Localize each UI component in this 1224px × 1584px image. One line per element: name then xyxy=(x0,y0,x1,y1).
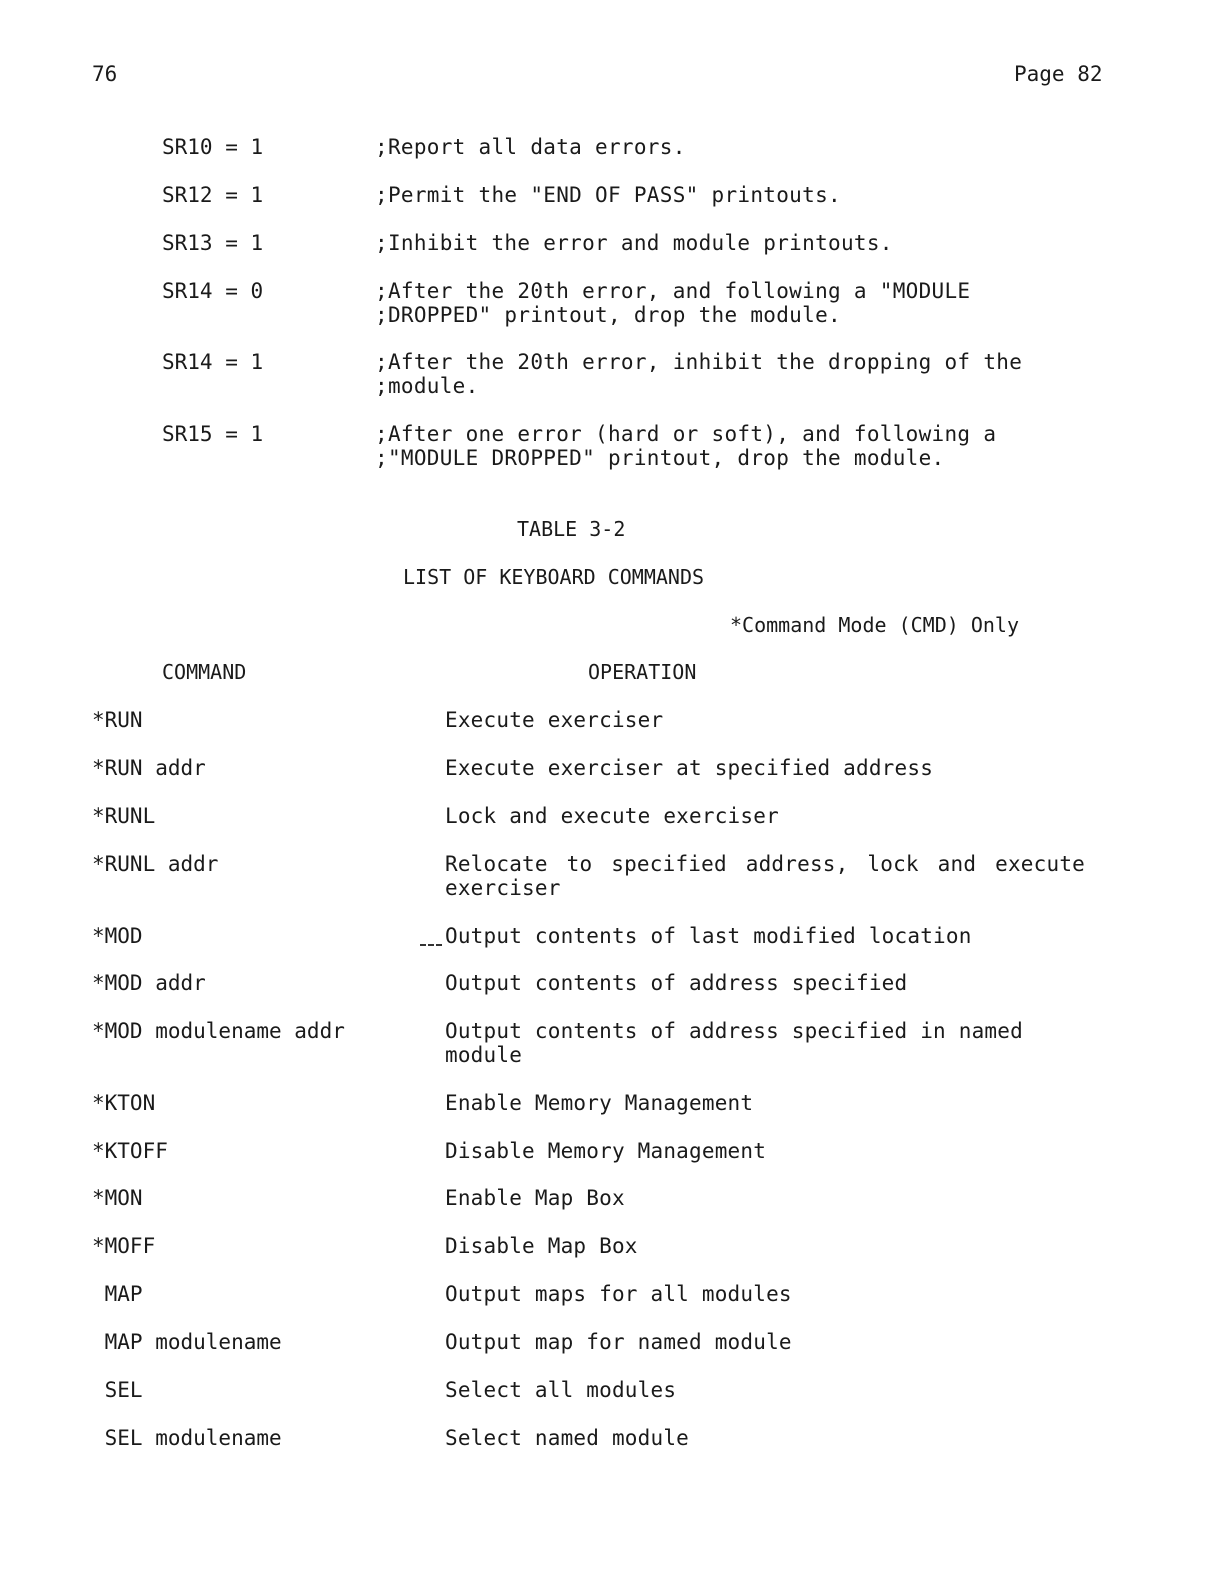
operation-cell: Execute exerciser at specified address xyxy=(445,756,934,780)
command-cell: *RUN addr xyxy=(92,756,206,780)
operation-cell: Select all modules xyxy=(445,1378,677,1402)
table-note: *Command Mode (CMD) Only xyxy=(730,613,1019,637)
command-cell: SEL xyxy=(92,1378,143,1402)
operation-cell: Output maps for all modules xyxy=(445,1282,792,1306)
command-cell: MAP xyxy=(92,1282,143,1306)
operation-cell: Output contents of address specified in named module xyxy=(445,1019,1036,1067)
switch-description: ;After the 20th error, inhibit the dropping of the ;module. xyxy=(375,350,1023,398)
switch-setting: SR12 = 1 xyxy=(162,183,264,207)
operation-cell: Lock and execute exerciser xyxy=(445,804,779,828)
command-cell: *KTON xyxy=(92,1091,156,1115)
operation-cell: Output contents of last modified location xyxy=(445,924,972,948)
command-cell: *MOD addr xyxy=(92,971,206,995)
operation-cell: Enable Memory Management xyxy=(445,1091,754,1115)
command-cell: *MOD xyxy=(92,924,143,948)
switch-setting: SR13 = 1 xyxy=(162,231,264,255)
operation-cell: Disable Memory Management xyxy=(445,1139,767,1163)
switch-setting: SR14 = 1 xyxy=(162,350,264,374)
operation-cell: Output map for named module xyxy=(445,1330,792,1354)
switch-description: ;Report all data errors. xyxy=(375,135,686,159)
operation-cell: Select named module xyxy=(445,1426,690,1450)
operation-cell: Disable Map Box xyxy=(445,1234,638,1258)
operation-cell: Output contents of address specified xyxy=(445,971,908,995)
command-cell: *RUNL xyxy=(92,804,156,828)
command-cell: *MOD modulename addr xyxy=(92,1019,345,1043)
switch-description: ;After the 20th error, and following a "MODULE ;DROPPED" printout, drop the module. xyxy=(375,279,971,327)
command-cell: *KTOFF xyxy=(92,1139,168,1163)
switch-description: ;Permit the "END OF PASS" printouts. xyxy=(375,183,841,207)
operation-cell: Relocate to specified address, lock and execute exerciser xyxy=(445,852,1098,900)
command-cell: *MON xyxy=(92,1186,143,1210)
column-header-command: COMMAND xyxy=(162,660,247,684)
switch-setting: SR10 = 1 xyxy=(162,135,264,159)
page-number-left: 76 xyxy=(92,62,118,86)
table-title: LIST OF KEYBOARD COMMANDS xyxy=(403,565,705,589)
command-cell: *RUN xyxy=(92,708,143,732)
operation-cell: Enable Map Box xyxy=(445,1186,625,1210)
command-cell: MAP modulename xyxy=(92,1330,282,1354)
command-cell: *MOFF xyxy=(92,1234,156,1258)
command-cell: SEL modulename xyxy=(92,1426,282,1450)
command-cell: *RUNL addr xyxy=(92,852,219,876)
table-number: TABLE 3-2 xyxy=(517,517,626,541)
switch-description: ;Inhibit the error and module printouts. xyxy=(375,231,893,255)
switch-setting: SR15 = 1 xyxy=(162,422,264,446)
column-header-operation: OPERATION xyxy=(588,660,697,684)
operation-cell: Execute exerciser xyxy=(445,708,664,732)
switch-setting: SR14 = 0 xyxy=(162,279,264,303)
page-number-right: Page 82 xyxy=(1014,62,1103,86)
switch-description: ;After one error (hard or soft), and following a ;"MODULE DROPPED" printout, drop the module. xyxy=(375,422,997,470)
stray-dash-mark xyxy=(420,944,442,946)
